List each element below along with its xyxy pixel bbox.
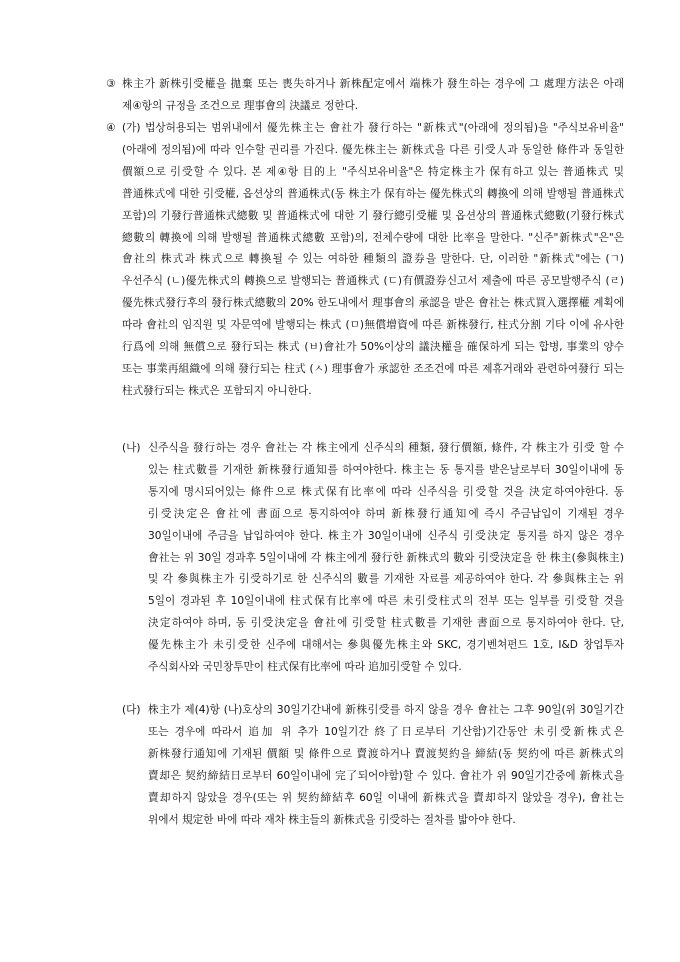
- clause-4-na-marker: (나): [122, 442, 141, 454]
- clause-3-text: 株主가 新株引受權을 拋棄 또는 喪失하거나 新株配定에서 端株가 發生하는 경우에 그 處理方法은 아래 제④항의 규정을 조건으로 理事會의 決議로 정한다.: [122, 78, 624, 112]
- clause-4-da-text: 株主가 제(4)항 (나)호상의 30일기간내에 新株引受를 하지 않을 경우 會社는 그후 90일(위 30일기간 또는 경우에 따라서 追加 위 추가 10일기간 終了日로부터 기산함)기간동안 未引受新株式은 新株發行通知에 기재된 價額 및 條件으로 賣渡하거나 賣渡契約을 締結(동 契約에 따른 新株式의 賣却은 契約締結日로부터 60일이내에 完了되어야함)할 수 있다. 會社가 위 90일기간중에 新株式을 賣却하지 않았을 경우(또는 위 契約締結후 60일 이내에 新株式을 賣却하지 않았을 경우), 會社는 위에서 規定한 바에 따라 재차 株主들의 新株式을 引受하는 절차를 밟아야 한다.: [148, 704, 624, 826]
- clause-3-marker: ③: [106, 78, 116, 90]
- clause-4-ga-text: (가) 법상허용되는 범위내에서 優先株主는 會社가 發行하는 "新株式"(아래에 정의됨)을 "주식보유비율"(아래에 정의됨)에 따라 인수할 권리를 가진다. 優先株主는 新株式을 다른 引受人과 동일한 條件과 동일한 價額으로 引受할 수 있다. 본 제④항 目的上 "주식보유비율"은 特定株主가 保有하고 있는 普通株式 및 普通株式에 대한 引受權, 옵션상의 普通株式(동 株主가 保有하는 優先株式의 轉換에 의해 발행될 普通株式 포함)의 기發行普通株式總數 및 普通株式에 대한 기 發行總引受權 및 옵션상의 普通株式總數(기發行株式 總數의 轉換에 의해 발행될 普通株式總數 포함)의, 전체수량에 대한 比率을 말한다. "신주"新株式"은"은 會社의 株式과 株式으로 轉換될 수 있는 여하한 種類의 證券을 말한다. 단, 이러한 "新株式"에는 (ㄱ)우선주식 (ㄴ)優先株式의 轉換으로 발행되는 普通株式 (ㄷ)有價證券신고서 제출에 따른 공모발행주식 (ㄹ)優先株式發行후의 發行株式總數의 20% 한도내에서 理事會의 承認을 받은 會社는 株式買入選擇權 계획에 따라 會社의 임직원 및 자문역에 발행되는 株式 (ㅁ)無償增資에 따른 新株發行, 柱式分割 기타 이에 유사한 行爲에 의해 無償으로 發行되는 株式 (ㅂ)會社가 50%이상의 議決權을 確保하게 되는 합병, 事業의 양수 또는 事業再組織에 의해 發行되는 柱式 (ㅅ) 理事會가 承認한 조조건에 따른 제휴거래와 관련하여發行 되는 柱式發行되는 株式은 포함되지 아니한다.: [122, 122, 624, 397]
- clause-4-da-marker: (다): [122, 704, 141, 716]
- clause-4-na-text: 신주식을 發行하는 경우 會社는 각 株主에게 신주식의 種類, 發行價額, 條件, 각 株主가 引受 할 수 있는 柱式數를 기재한 新株發行通知를 하여야한다. 株主는 동 통지를 받은날로부터 30일이내에 동 통지에 명시되어있는 條件으로 株式保有比率에 따라 신주식을 引受할 것을 決定하여야한다. 동 引受決定은 會社에 書面으로 통지하여야 하며 新株發行通知에 즉시 주금납입이 기재된 경우 30일이내에 주금을 납입하여야 한다. 株主가 30일이내에 신주식 引受決定 통지를 하지 않은 경우 會社는 위 30일 경과후 5일이내에 각 株主에게 發行한 新株式의 數와 引受決定을 한 株主(參與株主) 및 각 參與株主가 引受하기로 한 신주식의 數를 기재한 자료를 제공하여야 한다. 각 參與株主는 위 5일이 경과된 후 10일이내에 柱式保有比率에 따른 未引受柱式의 전부 또는 일부를 引受할 것을 決定하여야 하며, 동 引受決定을 會社에 引受할 柱式數를 기재한 書面으로 통지하여야 한다. 단, 優先株主가 未引受한 신주에 대해서는 參與優先株主와 SKC, 경기벤쳐펀드 1호, I&D 창업투자 주식회사와 국민창투만이 柱式保有比率에 따라 追加引受할 수 있다.: [148, 442, 624, 674]
- clause-4-marker: ④: [106, 122, 116, 134]
